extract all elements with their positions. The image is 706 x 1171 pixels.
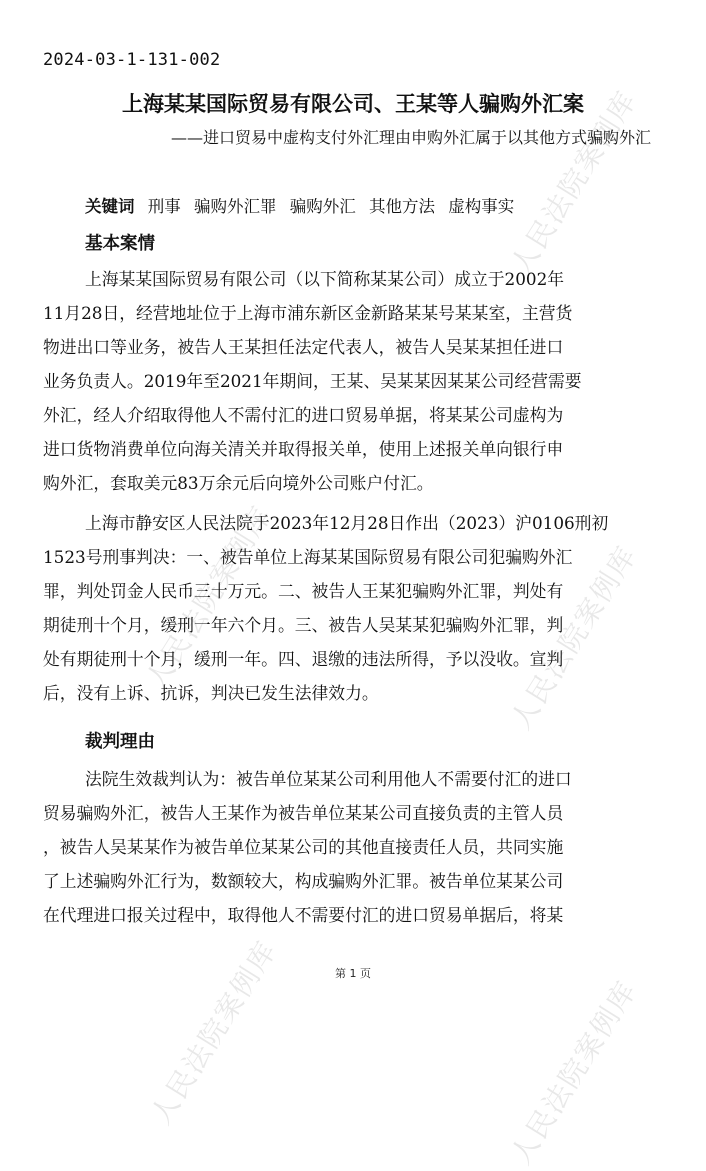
keywords-label: 关键词 [85, 197, 135, 216]
watermark: 人民法院案例库 [139, 499, 279, 696]
watermark: 人民法院案例库 [144, 934, 284, 1131]
keyword-item: 刑事 [147, 197, 181, 216]
watermark: 人民法院案例库 [504, 974, 644, 1171]
case-number: 2024-03-1-131-002 [43, 50, 221, 70]
paragraph-line: 期徒刑十个月，缓刑一年六个月。三、被告人吴某某犯骗购外汇罪，判 [43, 615, 564, 635]
case-subtitle: ——进口贸易中虚构支付外汇理由申购外汇属于以其他方式骗购外汇 [170, 128, 651, 147]
paragraph-line: 外汇，经人介绍取得他人不需付汇的进口贸易单据，将某某公司虚构为 [43, 405, 564, 425]
keyword-item: 其他方法 [369, 197, 435, 216]
paragraph-line: 罪，判处罚金人民币三十万元。二、被告人王某犯骗购外汇罪，判处有 [43, 581, 564, 601]
paragraph-line: ，被告人吴某某作为被告单位某某公司的其他直接责任人员，共同实施 [43, 837, 564, 857]
watermark: 人民法院案例库 [504, 84, 644, 281]
keyword-item: 骗购外汇罪 [194, 197, 277, 216]
paragraph-line: 后，没有上诉、抗诉，判决已发生法律效力。 [43, 683, 379, 703]
section-heading-basic-facts: 基本案情 [85, 234, 155, 254]
paragraph-line: 贸易骗购外汇，被告人王某作为被告单位某某公司直接负责的主管人员 [43, 803, 564, 823]
paragraph-line: 11月28日，经营地址位于上海市浦东新区金新路某某号某某室，主营货 [43, 303, 573, 323]
keyword-item: 虚构事实 [448, 197, 515, 216]
paragraph-line: 在代理进口报关过程中，取得他人不需要付汇的进口贸易单据后，将某 [43, 905, 564, 925]
paragraph-line: 购外汇，套取美元83万余元后向境外公司账户付汇。 [43, 473, 434, 493]
section-heading-reasoning: 裁判理由 [85, 732, 155, 752]
paragraph-line: 进口货物消费单位向海关清关并取得报关单，使用上述报关单向银行申 [43, 439, 564, 459]
paragraph-line: 法院生效裁判认为：被告单位某某公司利用他人不需要付汇的进口 [85, 769, 572, 789]
paragraph-line: 处有期徒刑十个月，缓刑一年。四、退缴的违法所得，予以没收。宣判 [43, 649, 564, 669]
paragraph-line: 物进出口等业务，被告人王某担任法定代表人，被告人吴某某担任进口 [43, 337, 564, 357]
keywords-line [85, 193, 514, 217]
paragraph-line: 上海某某国际贸易有限公司（以下简称某某公司）成立于2002年 [85, 269, 565, 289]
watermark: 人民法院案例库 [504, 539, 644, 736]
paragraph-line: 业务负责人。2019年至2021年期间，王某、吴某某因某某公司经营需要 [43, 371, 582, 391]
paragraph-line: 1523号刑事判决：一、被告单位上海某某国际贸易有限公司犯骗购外汇 [43, 547, 573, 567]
keyword-item: 骗购外汇 [289, 197, 356, 216]
paragraph-line: 了上述骗购外汇行为，数额较大，构成骗购外汇罪。被告单位某某公司 [43, 871, 564, 891]
page-number: 第 1 页 [335, 967, 371, 980]
case-title: 上海某某国际贸易有限公司、王某等人骗购外汇案 [122, 91, 584, 116]
paragraph-line: 上海市静安区人民法院于2023年12月28日作出（2023）沪0106刑初 [85, 513, 609, 533]
